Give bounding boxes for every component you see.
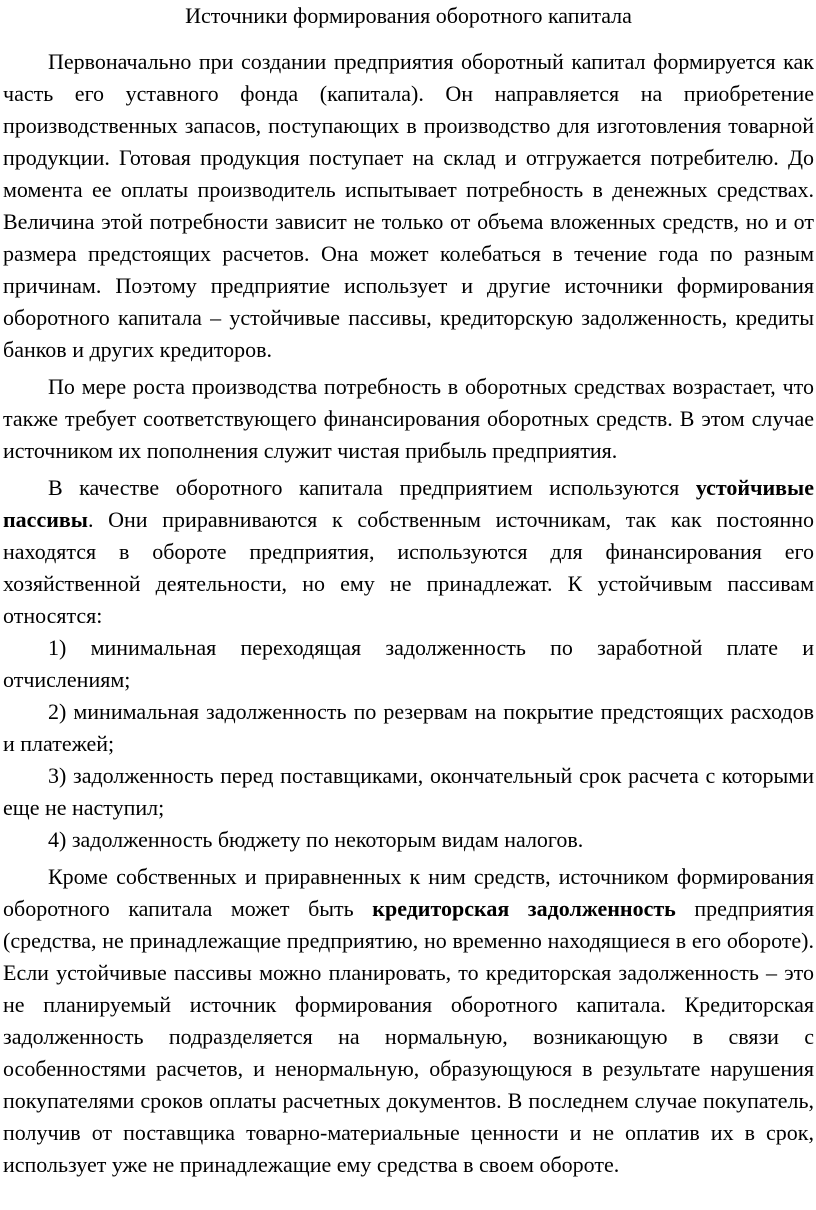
list-number: 4) (48, 827, 67, 852)
list-text: минимальная переходящая задолженность по заработной плате и отчислениям; (3, 635, 815, 692)
paragraph-intro: Первоначально при создании предприятия оборотный капитал формируется как часть его уставного фонда (капитала). Он направляется на приобретение производственных запасов, поступающих в производство для изготовления товарной продукции. Готовая продукция поступает на склад и отгружается потребителю. До момента ее оплаты производитель испытывает потребность в денежных средствах. Величина этой потребности зависит не только от объема вложенных средств, но и от размера предстоящих расчетов. Она может колебаться в течение года по разным причинам. Поэтому предприятие использует и другие источники формирования оборотного капитала – устойчивые пассивы, кредиторскую задолженность, кредиты банков и других кредиторов. (3, 49, 814, 362)
list-number: 3) (48, 763, 67, 788)
list-item (3, 632, 814, 696)
paragraph-growth: По мере роста производства потребность в оборотных средствах возрастает, что также требует соответствующего финансирования оборотных средств. В этом случае источником их пополнения служит чистая прибыль предприятия. (3, 374, 814, 463)
paragraph-text: предприятия (средства, не принадлежащие предприятию, но временно находящиеся в его обороте). Если устойчивые пассивы можно планировать, то кредиторская задолженность – это не планируемый источник формирования оборотного капитала. Кредиторская задолженность подразделяется на нормальную, возникающую в связи с особенностями расчетов, и ненормальную, образующуюся в результате нарушения покупателями сроков оплаты расчетных документов. В последнем случае покупатель, получив от поставщика товарно-материальные ценности и не оплатив их в срок, использует уже не принадлежащие ему средства в своем обороте. (3, 896, 814, 1177)
paragraph-stable-liabilities (3, 472, 814, 632)
list-item (3, 824, 814, 856)
list-item (3, 696, 814, 760)
paragraph-accounts-payable (3, 861, 814, 1181)
list-item (3, 760, 814, 824)
paragraph-text: Кроме собственных и приравненных к ним средств, источником формирования оборотного капитала может быть (3, 864, 814, 921)
list-text: задолженность перед поставщиками, окончательный срок расчета с которыми еще не наступил; (3, 763, 814, 820)
title-spacer (3, 32, 814, 46)
list-text: задолженность бюджету по некоторым видам налогов. (71, 827, 584, 852)
bold-term: кредиторская задолженность (372, 896, 676, 921)
list-number: 2) (48, 699, 67, 724)
list-text: минимальная задолженность по резервам на покрытие предстоящих расходов и платежей; (3, 699, 814, 756)
bold-term: устойчивые пассивы (3, 475, 814, 532)
paragraph-text: . Они приравниваются к собственным источникам, так как постоянно находятся в обороте предприятия, используются для финансирования его хозяйственной деятельности, но ему не принадлежат. К устойчивым пассивам относятся: (3, 507, 814, 628)
page-title: Источники формирования оборотного капитала (185, 3, 632, 28)
list-number: 1) (48, 635, 67, 660)
paragraph-text: В качестве оборотного капитала предприятием используются (48, 475, 696, 500)
